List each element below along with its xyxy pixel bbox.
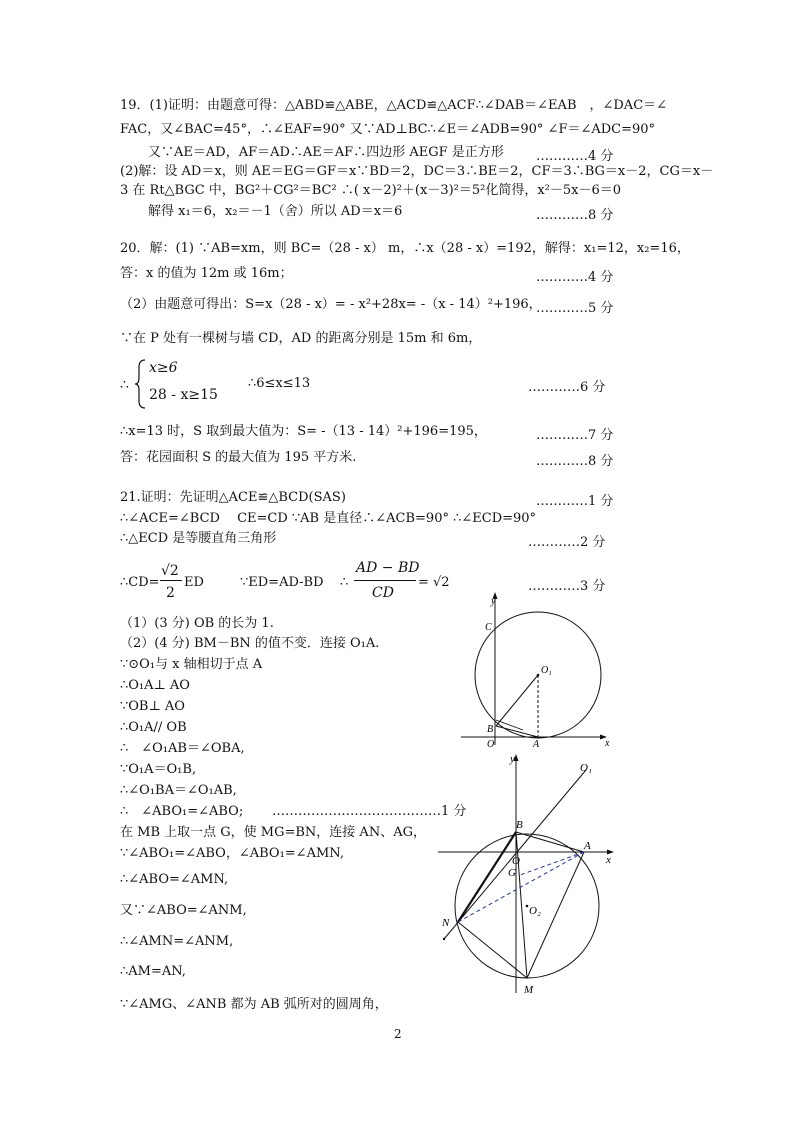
- q21-score-2: …………2 分: [528, 535, 606, 550]
- fig2-label-o: O: [512, 855, 520, 867]
- fig2-label-x: x: [606, 854, 611, 866]
- q20-score-1: …………4 分: [536, 270, 614, 285]
- q22-line15: ∴∠AMN=∠ANM,: [120, 934, 234, 949]
- q21-f1-bar: [160, 580, 182, 581]
- q19-score-2: …………8 分: [536, 208, 614, 223]
- q19-line1: 19．(1)证明：由题意可得：△ABD≌△ABE，△ACD≌△ACF∴∠DAB＝∠EAB ，∠DAC＝∠: [120, 98, 668, 113]
- fig2-label-a: A: [584, 840, 591, 852]
- q21-line2: ∴∠ACE=∠BCD CE=CD ∵AB 是直径∴∠ACB=90° ∴∠ECD=90°: [120, 511, 537, 526]
- q20-score-3: …………6 分: [528, 380, 606, 395]
- figure-2: [436, 748, 626, 998]
- fig1-label-c: C: [485, 622, 492, 633]
- q22-line3: ∵⊙O₁与 x 轴相切于点 A: [120, 657, 263, 672]
- q21-f1-den: 2: [166, 585, 175, 601]
- q20-score-4: …………7 分: [536, 428, 614, 443]
- q20-line4: ∵在 P 处有一棵树与墙 CD，AD 的距离分别是 15m 和 6m，: [120, 331, 482, 346]
- q21-score-3: …………3 分: [528, 579, 606, 594]
- q22-line9: ∴∠O₁BA＝∠O₁AB,: [120, 783, 237, 798]
- q21-line1: 21.证明：先证明△ACE≌△BCD(SAS): [120, 490, 346, 505]
- q19-line5: 3 在 Rt△BGC 中，BG²＋CG²＝BC² ∴( x－2)²＋(x－3)²＝5²化简得，x²－5x－6＝0: [120, 183, 622, 198]
- q20-score-5: …………8 分: [536, 454, 614, 469]
- q22-line13: ∴∠ABO=∠AMN,: [120, 872, 229, 887]
- q21-f1-pre: ∴CD=: [120, 575, 160, 590]
- fig2-label-o1: O₁: [580, 762, 592, 774]
- q22-line10: ∴ ∠ABO₁=∠ABO;: [120, 804, 244, 819]
- fig2-label-y: y: [510, 753, 515, 765]
- q19-line4: (2)解：设 AD＝x，则 AE＝EG＝GF＝x∵BD＝2，DC＝3∴BE＝2，CF＝3∴BG＝x－2，CG＝x－: [120, 164, 714, 179]
- fig2-label-n: N: [442, 917, 450, 929]
- q21-f3-num: AD − BD: [356, 560, 420, 576]
- q20-line1: 20．解：(1) ∵AB=xm，则 BC=（28 - x） m，∴x（28 - x）=192，解得：x₁=12，x₂=16，: [120, 241, 690, 256]
- q19-line3: 又∵AE＝AD，AF＝AD∴AE＝AF∴四边形 AEGF 是正方形: [148, 145, 504, 160]
- fig2-dashed-an: [458, 852, 584, 922]
- q20-system-b: 28 - x≥15: [149, 387, 218, 403]
- fig2-label-g: G: [508, 867, 516, 879]
- fig2-dashed-ag: [520, 852, 584, 875]
- fig2-segment-ba: [516, 832, 584, 852]
- q22-line2: （2）(4 分) BM－BN 的值不变．连接 O₁A.: [120, 636, 380, 651]
- q21-f1-num: √2: [161, 563, 179, 579]
- q21-f3-post: = √2: [418, 575, 450, 590]
- q22-line16: ∴AM=AN,: [120, 964, 186, 979]
- q20-range: ∴6≤x≤13: [248, 376, 311, 391]
- fig2-endpoint: [443, 938, 445, 940]
- fig1-label-b: B: [487, 724, 494, 735]
- q22-line7: ∴ ∠O₁AB＝∠OBA,: [120, 741, 245, 756]
- q19-line6: 解得 x₁＝6，x₂＝－1（舍）所以 AD＝x＝6: [148, 204, 403, 219]
- q21-f2: ∵ED=AD-BD: [240, 575, 324, 590]
- fig2-segment-bm: [516, 832, 527, 978]
- q22-line14: 又∵∠ABO=∠ANM,: [120, 903, 247, 918]
- fig1-label-y: y: [491, 596, 496, 607]
- fig1-label-a: A: [533, 739, 540, 750]
- q20-line2: 答：x 的值为 12m 或 16m；: [120, 266, 293, 281]
- q21-f3-den: CD: [372, 585, 394, 601]
- q19-line2: FAC，又∠BAC=45°，∴∠EAF=90° 又∵AD⊥BC∴∠E＝∠ADB=90° ∠F＝∠ADC=90°: [120, 122, 656, 137]
- q20-line6: 答：花园面积 S 的最大值为 195 平方米.: [120, 450, 357, 465]
- figure-1: [455, 590, 615, 755]
- q22-line6: ∴O₁A// OB: [120, 720, 187, 735]
- q21-f1-post: ED: [184, 575, 204, 590]
- page-number: 2: [394, 1027, 402, 1041]
- q20-system-a: x≥6: [149, 360, 178, 376]
- q22-line5: ∵OB⊥ AO: [120, 699, 185, 714]
- q20-therefore: ∴: [120, 377, 129, 393]
- q21-f3-pre: ∴: [340, 575, 349, 590]
- fig1-label-o: O: [487, 739, 495, 750]
- fig1-radius-line: [496, 675, 538, 726]
- q22-line11: 在 MB 上取一点 G，使 MG=BN，连接 AN、AG，: [120, 825, 426, 840]
- q19-score-1: …………4 分: [536, 149, 614, 164]
- system-brace: [134, 358, 148, 410]
- q20-line3: （2）由题意可得出：S=x（28 - x）= - x²+28x= -（x - 14）²+196，: [120, 297, 542, 312]
- q22-line10-score: …………………………………1 分: [272, 804, 467, 819]
- q21-score-1: …………1 分: [536, 494, 614, 509]
- q22-line1: （1）(3 分) OB 的长为 1.: [120, 616, 274, 631]
- q22-line17: ∵∠AMG、∠ANB 都为 AB 弧所对的圆周角，: [120, 997, 388, 1012]
- q22-line12: ∵∠ABO₁=∠ABO，∠ABO₁=∠AMN,: [120, 846, 344, 861]
- q22-line4: ∴O₁A⊥ AO: [120, 678, 190, 693]
- q21-line3: ∴△ECD 是等腰直角三角形: [120, 531, 277, 546]
- fig2-center-point: [526, 905, 529, 908]
- fig1-label-x: x: [605, 738, 610, 749]
- fig1-center-point: [537, 674, 540, 677]
- fig2-label-o2: O₂: [529, 905, 541, 917]
- fig2-label-m: M: [524, 984, 534, 996]
- fig1-label-o1: O₁: [541, 665, 552, 676]
- q20-line5: ∴x=13 时，S 取到最大值为：S= -（13 - 14）²+196=195，: [120, 424, 487, 439]
- q22-line8: ∵O₁A＝O₁B,: [120, 762, 197, 777]
- q21-f3-bar: [354, 580, 416, 581]
- q20-score-2: …………5 分: [536, 301, 614, 316]
- fig2-label-b: B: [516, 819, 523, 831]
